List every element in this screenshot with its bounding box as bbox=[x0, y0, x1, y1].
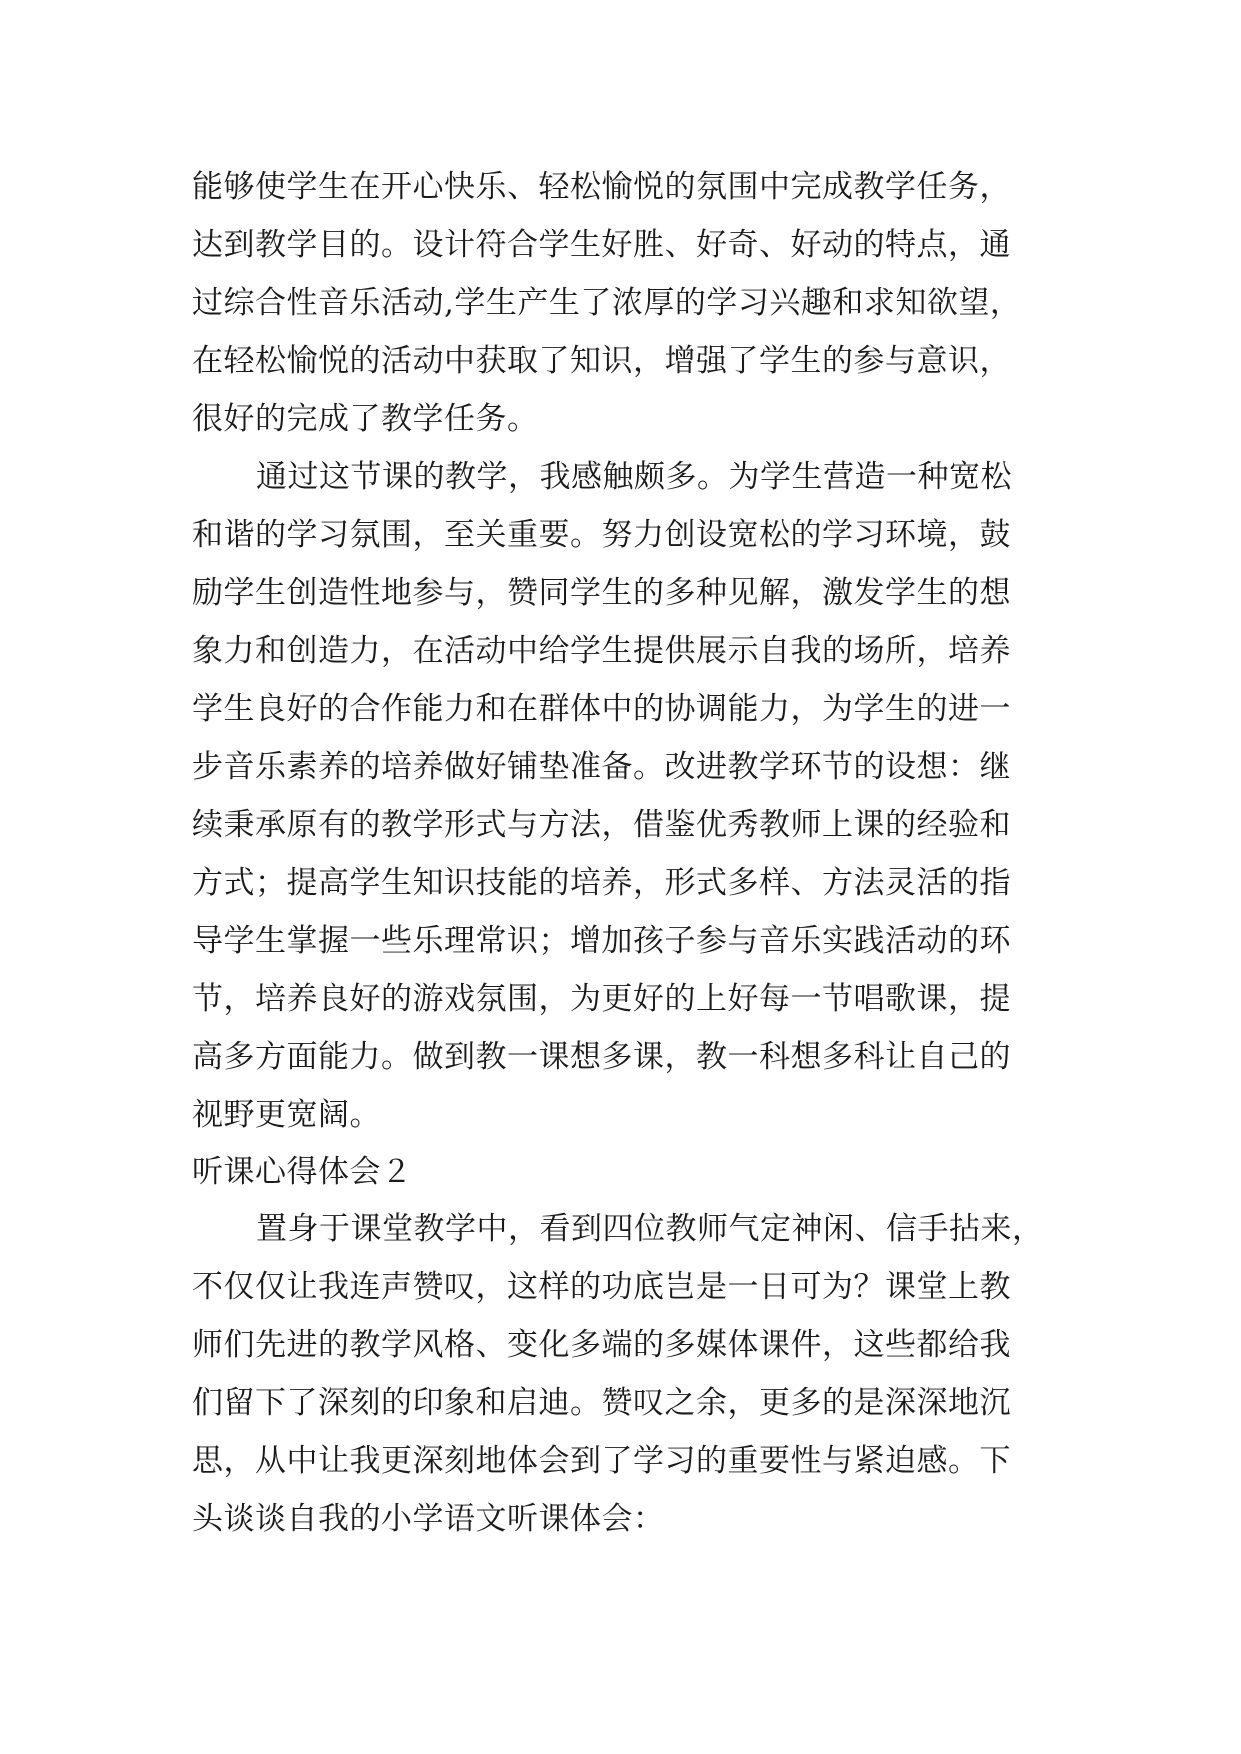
paragraph-line: 能够使学生在开心快乐、轻松愉悦的氛围中完成教学任务， bbox=[192, 169, 1011, 205]
paragraph-line: 导学生掌握一些乐理常识；增加孩子参与音乐实践活动的环 bbox=[192, 923, 1011, 959]
paragraph-3 bbox=[192, 1200, 1062, 1548]
paragraph-line: 高多方面能力。做到教一课想多课，教一科想多科让自己的 bbox=[192, 1039, 1011, 1075]
paragraph-line: 过综合性音乐活动,学生产生了浓厚的学习兴趣和求知欲望， bbox=[192, 285, 1022, 321]
paragraph-line: 方式；提高学生知识技能的培养，形式多样、方法灵活的指 bbox=[192, 865, 1011, 901]
paragraph-line: 和谐的学习氛围，至关重要。努力创设宽松的学习环境，鼓 bbox=[192, 517, 1011, 553]
paragraph-line: 步音乐素养的培养做好铺垫准备。改进教学环节的设想：继 bbox=[192, 749, 1011, 785]
paragraph-line: 思，从中让我更深刻地体会到了学习的重要性与紧迫感。下 bbox=[192, 1443, 1011, 1479]
paragraph-line: 视野更宽阔。 bbox=[192, 1097, 381, 1133]
section-heading: 听课心得体会２ bbox=[192, 1154, 413, 1190]
paragraph-1 bbox=[192, 158, 1062, 448]
paragraph-line: 们留下了深刻的印象和启迪。赞叹之余，更多的是深深地沉 bbox=[192, 1385, 1011, 1421]
paragraph-line: 续秉承原有的教学形式与方法，借鉴优秀教师上课的经验和 bbox=[192, 807, 1011, 843]
paragraph-line: 头谈谈自我的小学语文听课体会： bbox=[192, 1501, 665, 1537]
paragraph-line: 节，培养良好的游戏氛围，为更好的上好每一节唱歌课，提 bbox=[192, 981, 1011, 1017]
paragraph-line: 象力和创造力，在活动中给学生提供展示自我的场所，培养 bbox=[192, 633, 1011, 669]
paragraph-line: 通过这节课的教学，我感触颇多。为学生营造一种宽松 bbox=[256, 459, 1012, 495]
paragraph-line: 师们先进的教学风格、变化多端的多媒体课件，这些都给我 bbox=[192, 1327, 1011, 1363]
paragraph-line: 不仅仅让我连声赞叹，这样的功底岂是一日可为？课堂上教 bbox=[192, 1269, 1011, 1305]
paragraph-line: 很好的完成了教学任务。 bbox=[192, 401, 539, 437]
paragraph-line: 在轻松愉悦的活动中获取了知识，增强了学生的参与意识， bbox=[192, 343, 1011, 379]
paragraph-line: 达到教学目的。设计符合学生好胜、好奇、好动的特点，通 bbox=[192, 227, 1011, 263]
document-body bbox=[192, 158, 1062, 1548]
paragraph-2 bbox=[192, 448, 1062, 1144]
paragraph-line: 学生良好的合作能力和在群体中的协调能力，为学生的进一 bbox=[192, 691, 1011, 727]
paragraph-line: 励学生创造性地参与，赞同学生的多种见解，激发学生的想 bbox=[192, 575, 1011, 611]
paragraph-line: 置身于课堂教学中，看到四位教师气定神闲、信手拈来， bbox=[256, 1211, 1044, 1247]
